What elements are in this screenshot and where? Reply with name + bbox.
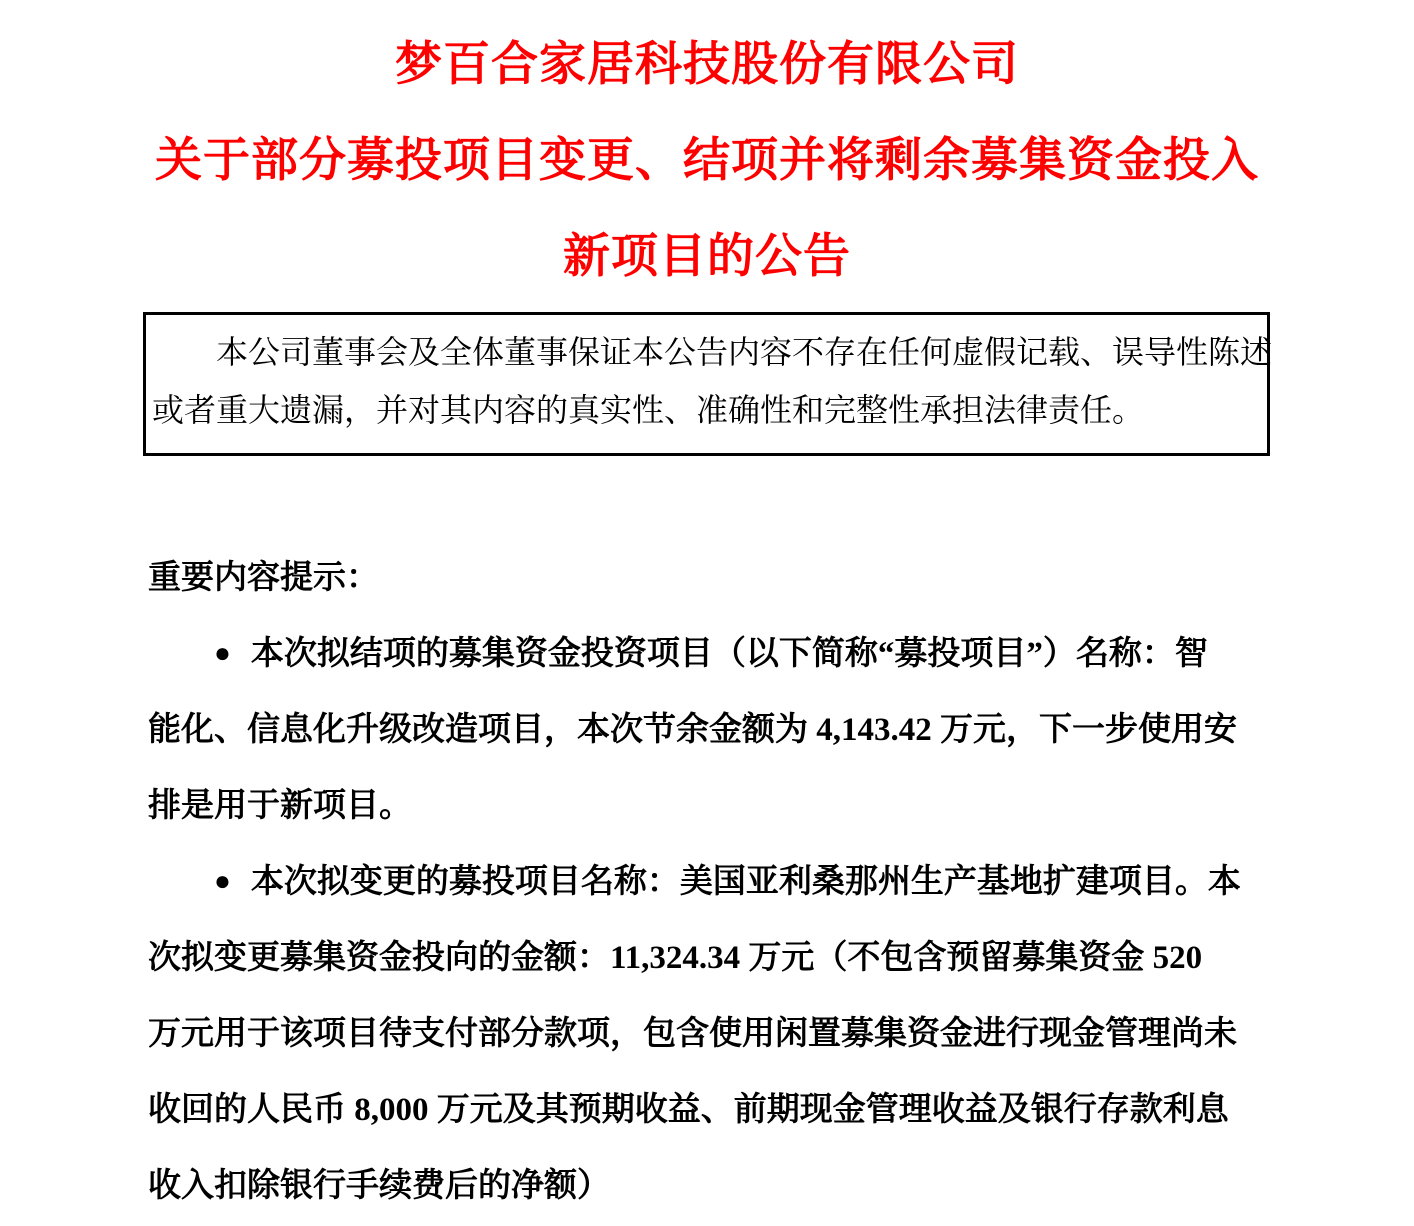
disclaimer-text-line2: 或者重大遗漏，并对其内容的真实性、准确性和完整性承担法律责任。 [152, 392, 1145, 428]
announcement-subject-line1: 关于部分募投项目变更、结项并将剩余募集资金投入 [155, 133, 1259, 186]
disclaimer-text-line1: 本公司董事会及全体董事保证本公告内容不存在任何虚假记载、误导性陈述 [216, 334, 1273, 370]
bullet-icon: ● [214, 866, 231, 897]
bullet1-line1: 本次拟结项的募集资金投资项目（以下简称“募投项目”）名称：智 [250, 636, 1208, 672]
bullet-icon: ● [214, 638, 231, 669]
bullet-item-project-completion [148, 616, 1268, 844]
bullet-item-project-change [148, 844, 1268, 1224]
bullet2-line5: 收入扣除银行手续费后的净额） [148, 1168, 610, 1204]
bullet2-line2: 次拟变更募集资金投向的金额：11,324.34 万元（不包含预留募集资金 520 [148, 940, 1203, 976]
company-name: 梦百合家居科技股份有限公司 [395, 37, 1019, 90]
bullet1-line2: 能化、信息化升级改造项目，本次节余金额为 4,143.42 万元，下一步使用安 [148, 712, 1237, 748]
bullet2-line1: 本次拟变更的募投项目名称：美国亚利桑那州生产基地扩建项目。本 [250, 864, 1241, 900]
document-title [0, 16, 1414, 304]
bullet2-line4: 收回的人民币 8,000 万元及其预期收益、前期现金管理收益及银行存款利息 [148, 1092, 1229, 1128]
bullet1-line3: 排是用于新项目。 [148, 788, 412, 824]
important-notice-heading: 重要内容提示： [148, 560, 379, 596]
bullet2-line3: 万元用于该项目待支付部分款项，包含使用闲置募集资金进行现金管理尚未 [148, 1016, 1237, 1052]
disclaimer-box [143, 312, 1273, 456]
important-notice-section [148, 540, 1268, 1224]
announcement-subject-line2: 新项目的公告 [563, 229, 851, 282]
